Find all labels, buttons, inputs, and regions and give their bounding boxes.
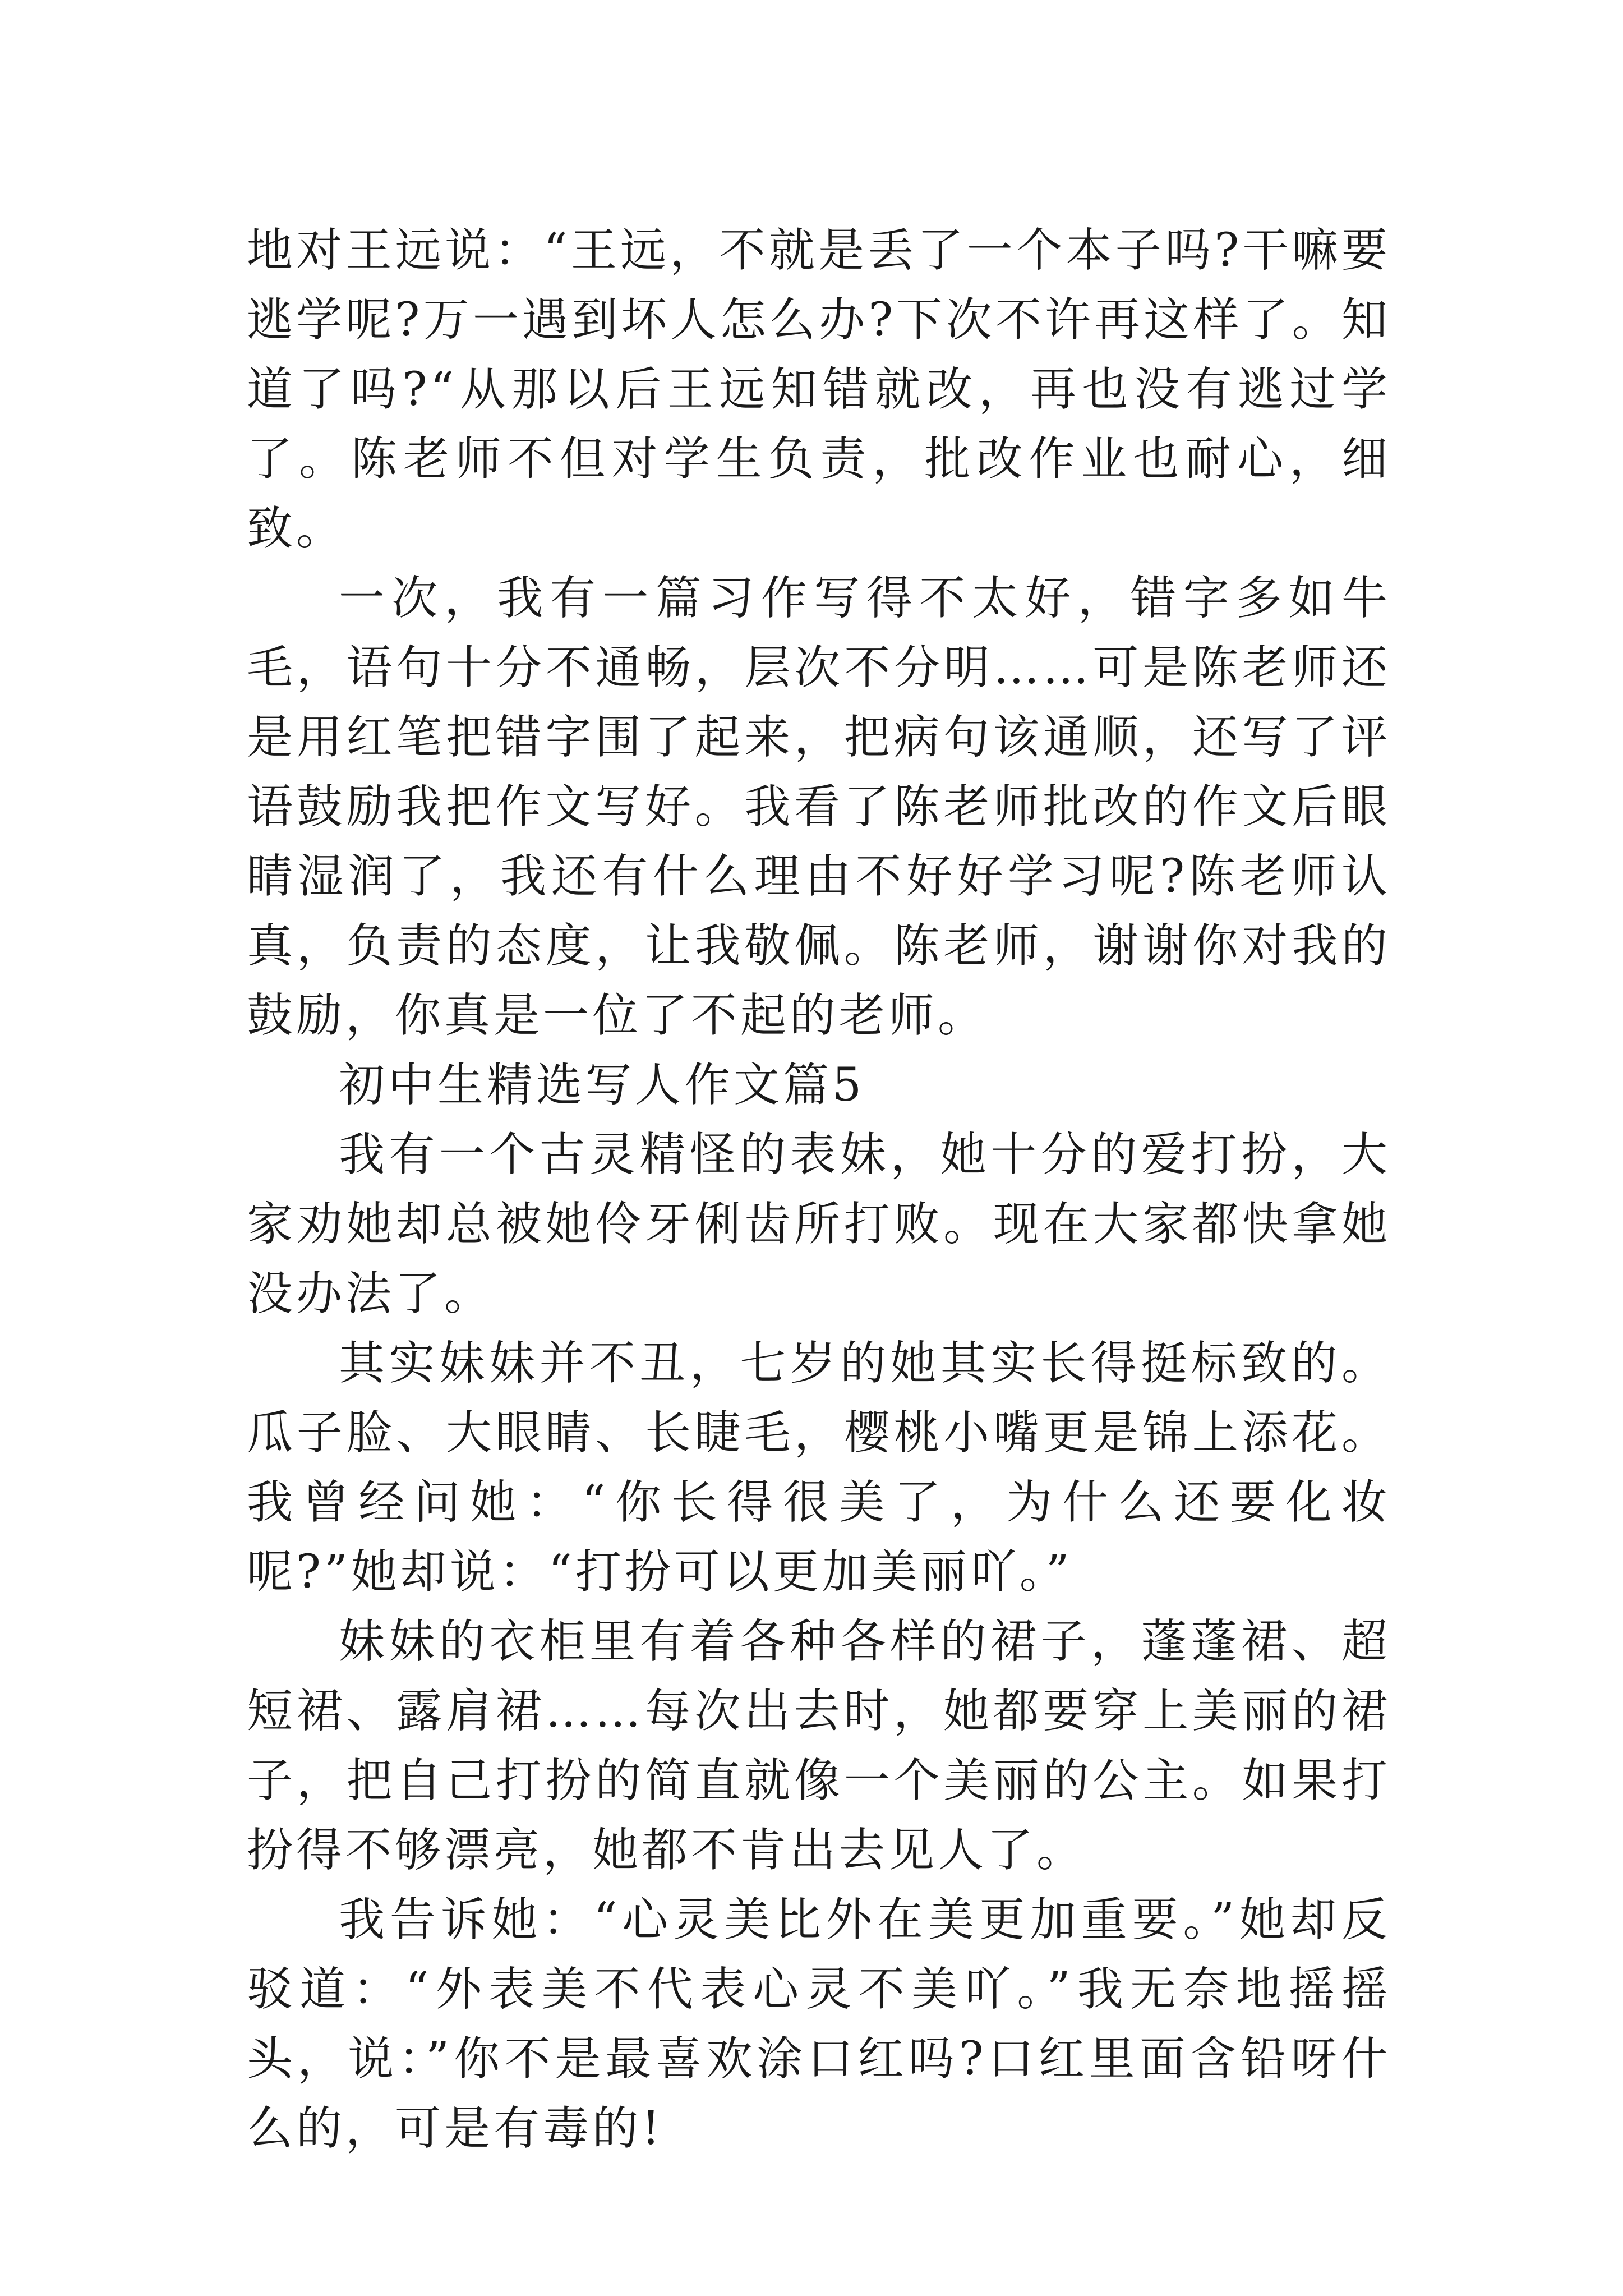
document-body: [247, 216, 1391, 2164]
section-heading: 初中生精选写人作文篇5: [339, 1059, 865, 1112]
paragraph-5: 妹妹的衣柜里有着各种各样的裙子，蓬蓬裙、超短裙、露肩裙……每次出去时，她都要穿上美丽的裙子，把自己打扮的简直就像一个美丽的公主。如果打扮得不够漂亮，她都不肯出去见人了。: [247, 1615, 1391, 1877]
paragraph-1: 地对王远说：“王远，不就是丢了一个本子吗?干嘛要逃学呢?万一遇到坏人怎么办?下次不许再这样了。知道了吗?“从那以后王远知错就改，再也没有逃过学了。陈老师不但对学生负责，批改作业也耐心，细致。: [247, 224, 1391, 555]
paragraph-3: 我有一个古灵精怪的表妹，她十分的爱打扮，大家劝她却总被她伶牙俐齿所打败。现在大家都快拿她没办法了。: [247, 1128, 1391, 1320]
paragraph-6: 我告诉她：“心灵美比外在美更加重要。”她却反驳道：“外表美不代表心灵不美吖。”我无奈地摇摇头，说：”你不是最喜欢涂口红吗?口红里面含铅呀什么的，可是有毒的!: [247, 1893, 1391, 2155]
paragraph-2: 一次，我有一篇习作写得不太好，错字多如牛毛，语句十分不通畅，层次不分明……可是陈老师还是用红笔把错字围了起来，把病句该通顺，还写了评语鼓励我把作文写好。我看了陈老师批改的作文后眼睛湿润了，我还有什么理由不好好学习呢?陈老师认真，负责的态度，让我敬佩。陈老师，谢谢你对我的鼓励，你真是一位了不起的老师。: [247, 572, 1391, 1042]
paragraph-4: 其实妹妹并不丑，七岁的她其实长得挺标致的。瓜子脸、大眼睛、长睫毛，樱桃小嘴更是锦上添花。我曾经问她：“你长得很美了，为什么还要化妆呢?”她却说：“打扮可以更加美丽吖。”: [247, 1337, 1391, 1599]
